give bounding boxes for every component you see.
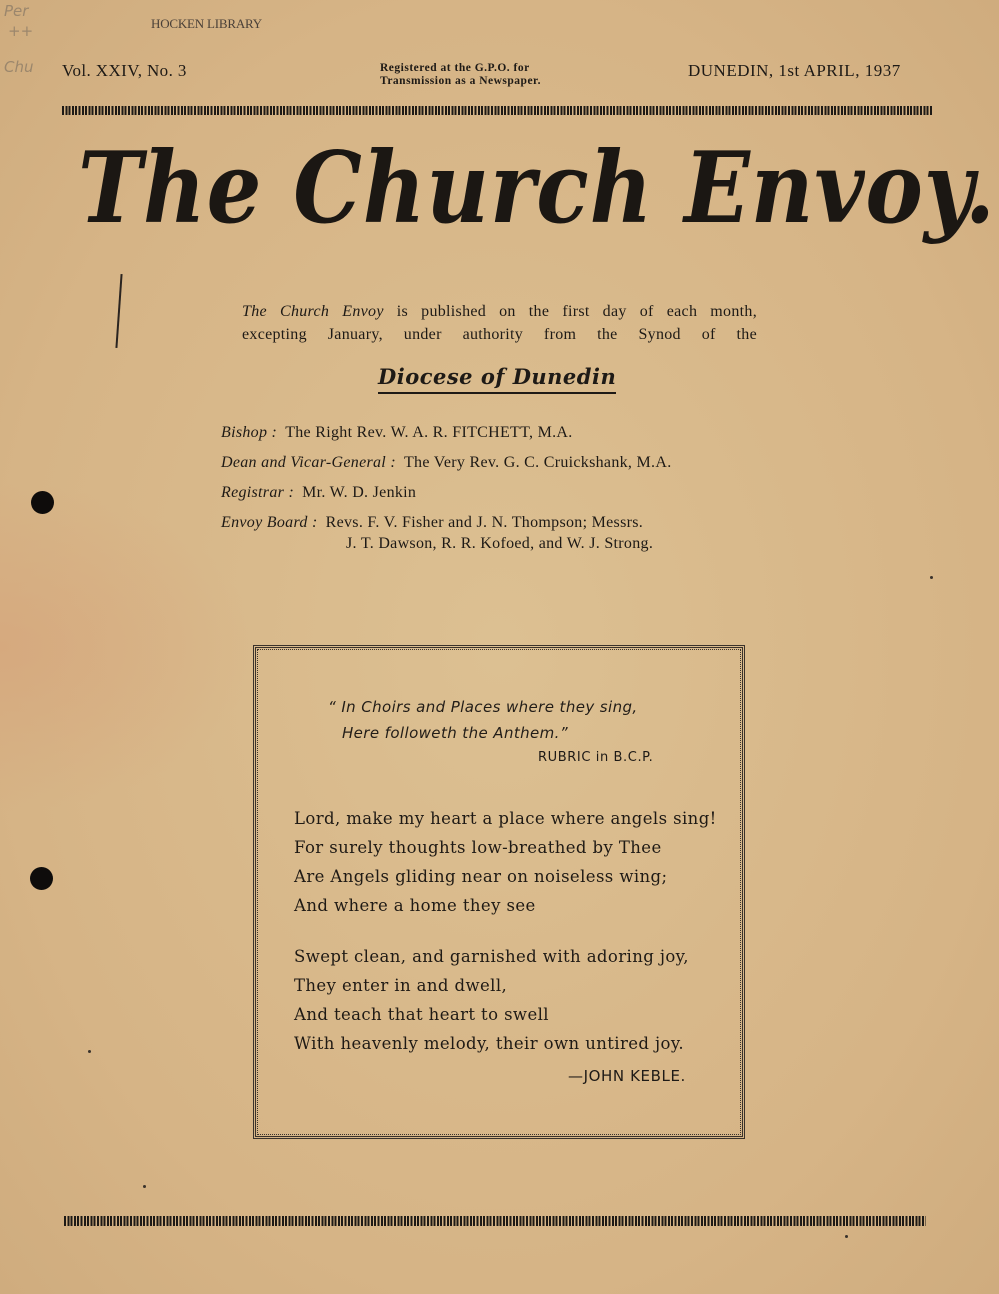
diocese-heading: Diocese of Dunedin: [378, 364, 616, 394]
officer-label: Dean and Vicar-General :: [221, 454, 396, 471]
publication-notice: [242, 300, 757, 346]
publication-notice-line-1-rest: is published on the first day of each month,: [383, 303, 757, 320]
margin-mark: [115, 274, 122, 348]
registration-line-1: Registered at the G.P.O. for: [380, 62, 530, 74]
library-stamp: HOCKEN LIBRARY: [151, 16, 262, 31]
poem-line: And teach that heart to swell: [294, 1005, 549, 1024]
punch-hole-lower: [30, 867, 53, 890]
officer-label: Registrar :: [221, 484, 295, 501]
officer-value: The Right Rev. W. A. R. FITCHETT, M.A.: [285, 424, 573, 441]
poem-line: Lord, make my heart a place where angels sing!: [294, 809, 717, 828]
officer-label: Bishop :: [221, 424, 278, 441]
publication-title-italic: The Church Envoy: [242, 303, 384, 320]
poem-stanza-2: [294, 942, 717, 1058]
margin-note-chu: Chu: [4, 58, 34, 76]
paper-speck: [845, 1235, 848, 1238]
epigraph-source: RUBRIC in B.C.P.: [538, 750, 654, 765]
margin-note-plus: ++: [8, 22, 34, 40]
poem-line: Are Angels gliding near on noiseless wing;: [294, 867, 668, 886]
officers-list: [221, 424, 672, 565]
poem-line: Swept clean, and garnished with adoring joy,: [294, 947, 689, 966]
publication-notice-line-2: excepting January, under authority from the Synod of the: [242, 326, 757, 343]
epigraph-line-1: “ In Choirs and Places where they sing,: [328, 698, 638, 716]
registration-notice: [380, 62, 541, 88]
officer-value: Revs. F. V. Fisher and J. N. Thompson; Messrs.: [325, 514, 644, 531]
poem-line: For surely thoughts low-breathed by Thee: [294, 838, 662, 857]
paper-speck: [930, 576, 933, 579]
officer-row-dean: [221, 454, 672, 484]
registration-line-2: Transmission as a Newspaper.: [380, 75, 541, 87]
officer-value: The Very Rev. G. C. Cruickshank, M.A.: [403, 454, 672, 471]
officer-row-registrar: [221, 484, 672, 514]
poem-body: [294, 804, 717, 1080]
poem-author: —JOHN KEBLE.: [568, 1067, 686, 1085]
officer-row-bishop: [221, 424, 672, 454]
dateline: DUNEDIN, 1st APRIL, 1937: [688, 61, 901, 80]
epigraph: [328, 694, 638, 746]
paper-speck: [88, 1050, 91, 1053]
masthead-title: The Church Envoy.: [78, 131, 996, 246]
officer-row-envoy-board-continuation: J. T. Dawson, R. R. Kofoed, and W. J. Strong.: [346, 535, 654, 552]
punch-hole-upper: [31, 491, 54, 514]
decorative-rule-bottom: [64, 1216, 926, 1226]
officer-value: Mr. W. D. Jenkin: [302, 484, 417, 501]
poem-line: They enter in and dwell,: [294, 976, 508, 995]
poem-stanza-1: [294, 804, 717, 920]
paper-speck: [143, 1185, 146, 1188]
poem-line: With heavenly melody, their own untired joy.: [294, 1034, 685, 1053]
publication-notice-line-1: [242, 300, 757, 323]
volume-number: Vol. XXIV, No. 3: [62, 61, 187, 80]
decorative-rule-top: [62, 106, 932, 115]
poem-line: And where a home they see: [294, 896, 536, 915]
officer-label: Envoy Board :: [221, 514, 318, 531]
margin-note-per: Per: [4, 2, 29, 20]
epigraph-line-2: Here followeth the Anthem.”: [342, 724, 569, 742]
